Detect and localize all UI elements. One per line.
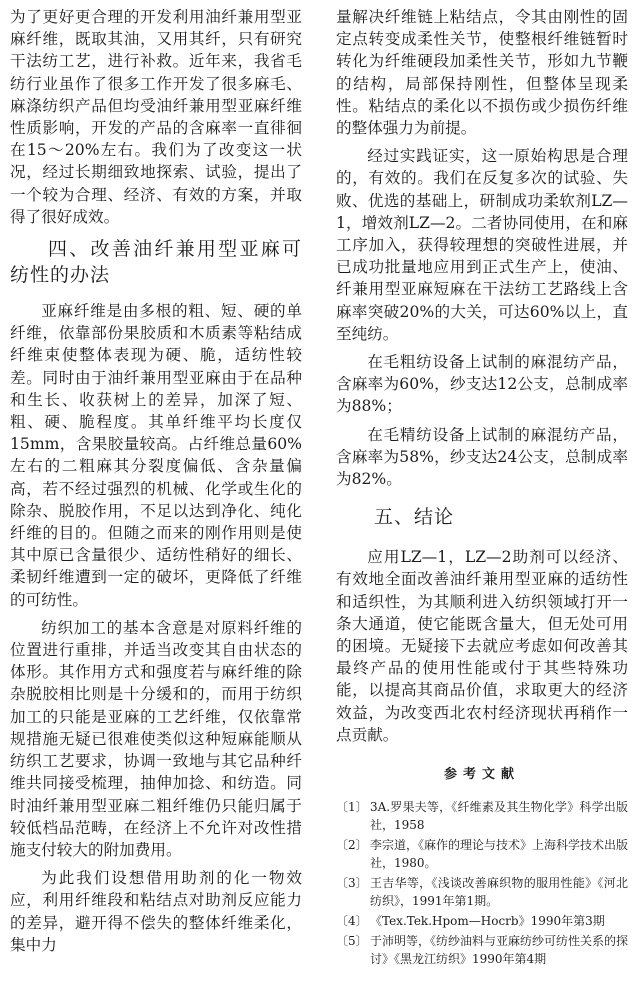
paragraph-worsted-trial: 在毛精纺设备上试制的麻混纺产品，含麻率为58%，纱支达24公支，总制成率为82%。 <box>336 425 628 489</box>
paragraph-conclusion: 应用LZ—1，LZ—2助剂可以经济、有效地全面改善油纤兼用型亚麻的适纺性和适织性，为其顺利进入纺织领域打开一条大通道，使它能既含量大，但无处可用的困境。无疑接下去就应考虑如何改善其最终产品的使用性能或付于其些特殊功能，以提高其商品价值，求取更大的经济效益，为改变西北农村经济现状再稍作一点贡献。 <box>336 548 628 744</box>
paragraph-auxiliary-agents: 为此我们设想借用助剂的化一物效应，利用纤维段和粘结点对助剂反应能力的差异，避开得不偿失的整体纤维柔化，集中力 <box>10 869 302 954</box>
reference-text: 3A.罗果夫等，《纤维素及其生物化学》科学出版社，1958 <box>370 800 628 833</box>
paragraph-bond-points-continued: 量解决纤维链上粘结点，令其由刚性的固定点转变成柔性关节，使整根纤维链暂时转化为纤维硬段加柔性关节，形如九节鞭的结构，局部保持刚性，但整体呈现柔性。粘结点的柔化以不损伤或少损伤纤维的整体强力为前提。 <box>336 8 628 138</box>
reference-text: 于沛明等，《纺纱油料与亚麻纺纱可纺性关系的探讨》《黑龙江纺织》1990年第4期 <box>370 934 629 967</box>
paragraph-textile-processing: 纺织加工的基本含意是对原料纤维的位置进行重排，并适当改变其自由状态的体形。其作用方式和强度若与麻纤维的除杂脱胶相比则是十分缓和的，而用于纺织加工的只能是亚麻的工艺纤维，仅依靠常规措施无疑已很难使类似这种短麻能顺从纺织工艺要求，协调一致地与其它品种纤维共同接受梳理，抽伸加捻、和纺造。同时油纤兼用型亚麻二粗纤维仍只能归属于较低档品范畴，在经济上不允许对改性措施支付较大的附加费用。 <box>10 618 302 859</box>
section-5-heading: 五、结论 <box>374 506 455 529</box>
reference-item <box>336 874 628 910</box>
paragraph-flax-fiber-properties: 亚麻纤维是由多根的粗、短、硬的单纤维，依靠部份果胶质和木质素等粘结成纤维束使整体表现为硬、脆，适纺性较差。同时由于油纤兼用型亚麻由于在品种和生长、收获树上的差异，加深了短、粗、硬、脆程度。其单纤维平均长度仅15mm，含果胶量较高。占纤维总量60%左右的二粗麻其分裂度偏低、含杂量偏高，若不经过强烈的机械、化学或生化的除杂、脱胶作用，不足以达到净化、纯化纤维的目的。但随之而来的刚作用则是使其中原已含量很少、适纺性稍好的细长、柔韧纤维遭到一定的破坏，更降低了纤维的可纺性。 <box>10 302 302 609</box>
reference-number: 〔5〕 <box>336 934 368 949</box>
references-list <box>336 798 628 968</box>
reference-item <box>336 798 628 834</box>
reference-number: 〔1〕 <box>336 800 368 815</box>
reference-item <box>336 836 628 872</box>
left-column <box>10 6 302 962</box>
reference-item <box>336 932 628 968</box>
references-heading: 参考文献 <box>443 767 520 783</box>
reference-text: 《Tex.Tek.Hpom—Hocrb》1990年第3期 <box>370 914 605 929</box>
reference-number: 〔4〕 <box>336 914 368 929</box>
reference-item <box>336 912 628 930</box>
reference-text: 王吉华等，《浅谈改善麻织物的服用性能》《河北纺织》，1991年第1期。 <box>370 876 628 909</box>
paragraph-intro-continued: 为了更好更合理的开发利用油纤兼用型亚麻纤维，既取其油，又用其纤，只有研究干法纺工艺，进行补救。近年来，我省毛纺行业虽作了很多工作开发了很多麻毛、麻涤纺织产品但均受油纤兼用型亚麻纤维性质影响，开发的产品的含麻率一直徘徊在15～20%左右。我们为了改变这一状况，经过长期细致地探索、试验，提出了一个较为合理、经济、有效的方案，并取得了很好成效。 <box>10 8 302 226</box>
reference-number: 〔2〕 <box>336 838 368 853</box>
right-column <box>336 6 628 970</box>
paragraph-practice-results: 经过实践证实，这一原始构思是合理的，有效的。我们在反复多次的试验、失败、优选的基础上，研制成功柔软剂LZ—1，增效剂LZ—2。二者协同使用，在和麻工序加入，获得较理想的突破性进展，并已成功批量地应用到正式生产上，使油、纤兼用型亚麻短麻在干法纺工艺路线上含麻率突破20%的大关，可达60%以上，直至纯纺。 <box>336 147 628 343</box>
reference-text: 李宗道，《麻作的理论与技术》上海科学技术出版社，1980。 <box>370 838 629 871</box>
section-4-heading: 四、改善油纤兼用型亚麻可纺性的办法 <box>10 238 302 287</box>
paragraph-woolen-trial: 在毛粗纺设备上试制的麻混纺产品，含麻率为60%，纱支达12公支，总制成率为88%； <box>336 353 628 416</box>
reference-number: 〔3〕 <box>336 876 368 891</box>
